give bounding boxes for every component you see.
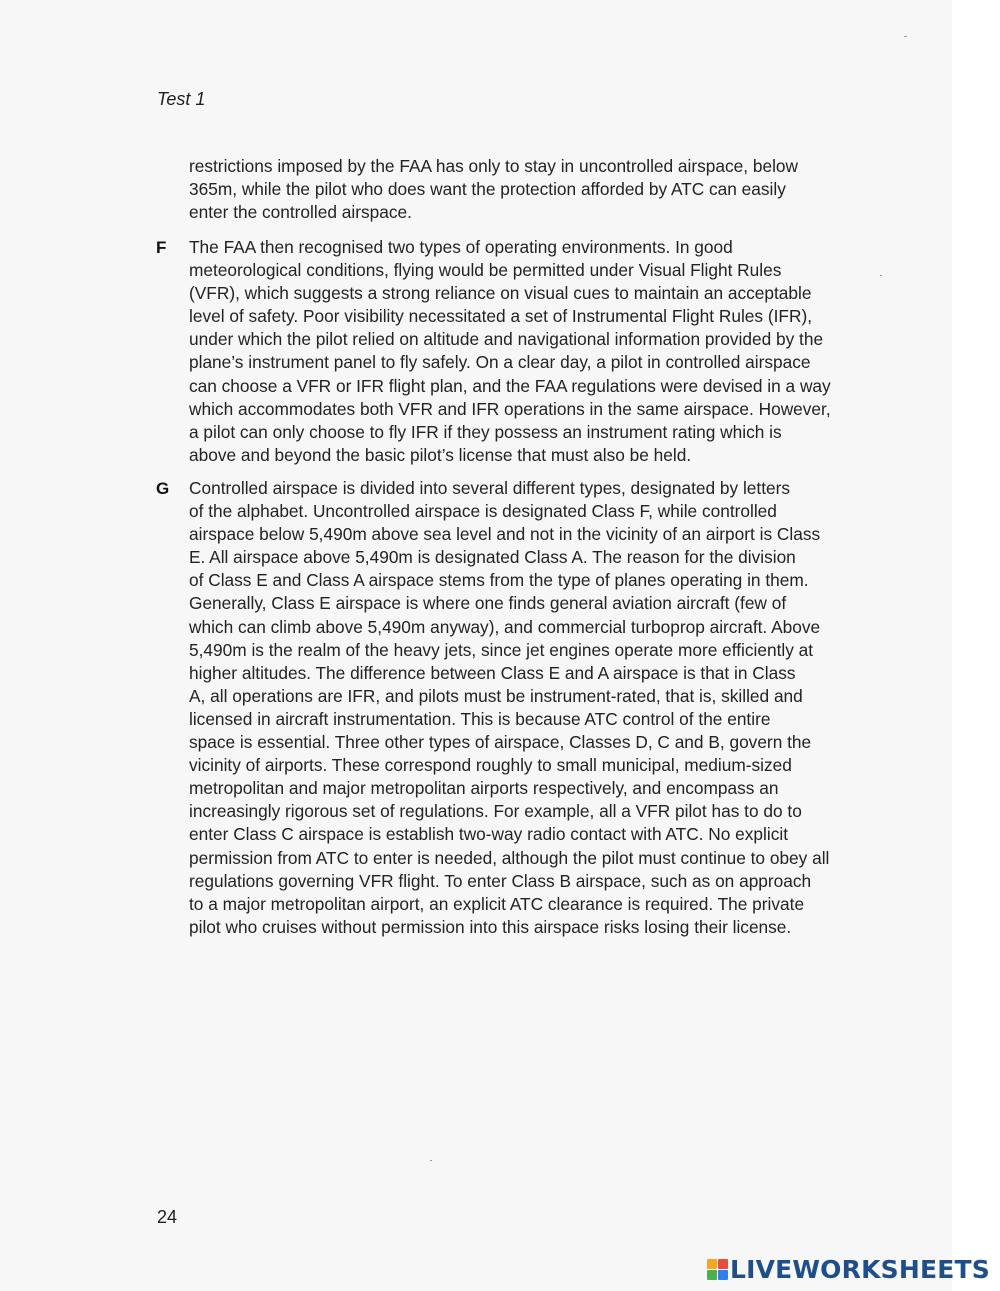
logo-cell (707, 1270, 717, 1280)
text-line: can choose a VFR or IFR flight plan, and the FAA regulations were devised in a way (189, 375, 831, 396)
text-line: A, all operations are IFR, and pilots must be instrument-rated, that is, skilled and (189, 685, 803, 706)
text-line: enter the controlled airspace. (189, 202, 412, 223)
text-line: a pilot can only choose to fly IFR if they possess an instrument rating which is (189, 421, 782, 442)
text-line: higher altitudes. The difference between Class E and A airspace is that in Class (189, 662, 796, 683)
text-line: E. All airspace above 5,490m is designated Class A. The reason for the division (189, 547, 796, 568)
text-line: which can climb above 5,490m anyway), and commercial turboprop aircraft. Above (189, 616, 821, 637)
logo-cell (718, 1270, 728, 1280)
liveworksheets-brand (707, 1254, 990, 1284)
logo-cell (707, 1259, 717, 1269)
scan-speck (904, 36, 907, 37)
text-line: 365m, while the pilot who does want the protection afforded by ATC can easily (189, 179, 786, 200)
text-line: Generally, Class E airspace is where one finds general aviation aircraft (few of (189, 593, 787, 614)
text-line: enter Class C airspace is establish two-way radio contact with ATC. No explicit (189, 824, 788, 845)
liveworksheets-logo-icon (707, 1259, 728, 1280)
brand-name: LIVEWORKSHEETS (729, 1254, 990, 1284)
text-line: airspace below 5,490m above sea level and not in the vicinity of an airport is Class (189, 524, 821, 545)
text-line: level of safety. Poor visibility necessitated a set of Instrumental Flight Rules (IFR), (189, 306, 813, 327)
scan-speck (430, 1160, 432, 1161)
text-line: vicinity of airports. These correspond roughly to small municipal, medium-sized (189, 755, 792, 776)
text-line: space is essential. Three other types of airspace, Classes D, C and B, govern the (189, 732, 812, 753)
text-line: restrictions imposed by the FAA has only to stay in uncontrolled airspace, below (189, 156, 799, 176)
text-line: of Class E and Class A airspace stems from the type of planes operating in them. (189, 570, 809, 591)
page-header: Test 1 (157, 89, 206, 109)
text-line: increasingly rigorous set of regulations. For example, all a VFR pilot has to do to (189, 801, 802, 822)
section-letter-g: G (156, 479, 170, 498)
text-line: of the alphabet. Uncontrolled airspace is designated Class F, while controlled (189, 501, 777, 522)
text-line: meteorological conditions, flying would be permitted under Visual Flight Rules (189, 260, 782, 281)
text-line: permission from ATC to enter is needed, although the pilot must continue to obey all (189, 847, 830, 868)
text-line: The FAA then recognised two types of operating environments. In good (189, 237, 733, 257)
logo-cell (718, 1259, 728, 1269)
text-line: under which the pilot relied on altitude and navigational information provided by the (189, 329, 824, 350)
text-line: which accommodates both VFR and IFR operations in the same airspace. However, (189, 398, 831, 419)
paragraph-f (189, 236, 831, 467)
text-line: to a major metropolitan airport, an explicit ATC clearance is required. The private (189, 893, 805, 914)
text-line: plane’s instrument panel to fly safely. On a clear day, a pilot in controlled airspace (189, 352, 811, 373)
text-line: (VFR), which suggests a strong reliance on visual cues to maintain an acceptable (189, 283, 812, 304)
text-line: metropolitan and major metropolitan airports respectively, and encompass an (189, 778, 779, 799)
text-line: regulations governing VFR flight. To enter Class B airspace, such as on approach (189, 870, 812, 891)
paragraph-e-continued (189, 155, 798, 224)
text-line: licensed in aircraft instrumentation. This is because ATC control of the entire (189, 708, 771, 729)
text-line: pilot who cruises without permission into this airspace risks losing their license. (189, 916, 792, 937)
scan-speck (880, 275, 882, 276)
text-line: 5,490m is the realm of the heavy jets, since jet engines operate more efficiently at (189, 639, 814, 660)
paragraph-g (189, 477, 829, 939)
text-line: Controlled airspace is divided into several different types, designated by letters (189, 478, 791, 498)
text-line: above and beyond the basic pilot’s license that must also be held. (189, 444, 692, 465)
section-letter-f: F (156, 238, 167, 257)
page-number: 24 (157, 1207, 178, 1227)
